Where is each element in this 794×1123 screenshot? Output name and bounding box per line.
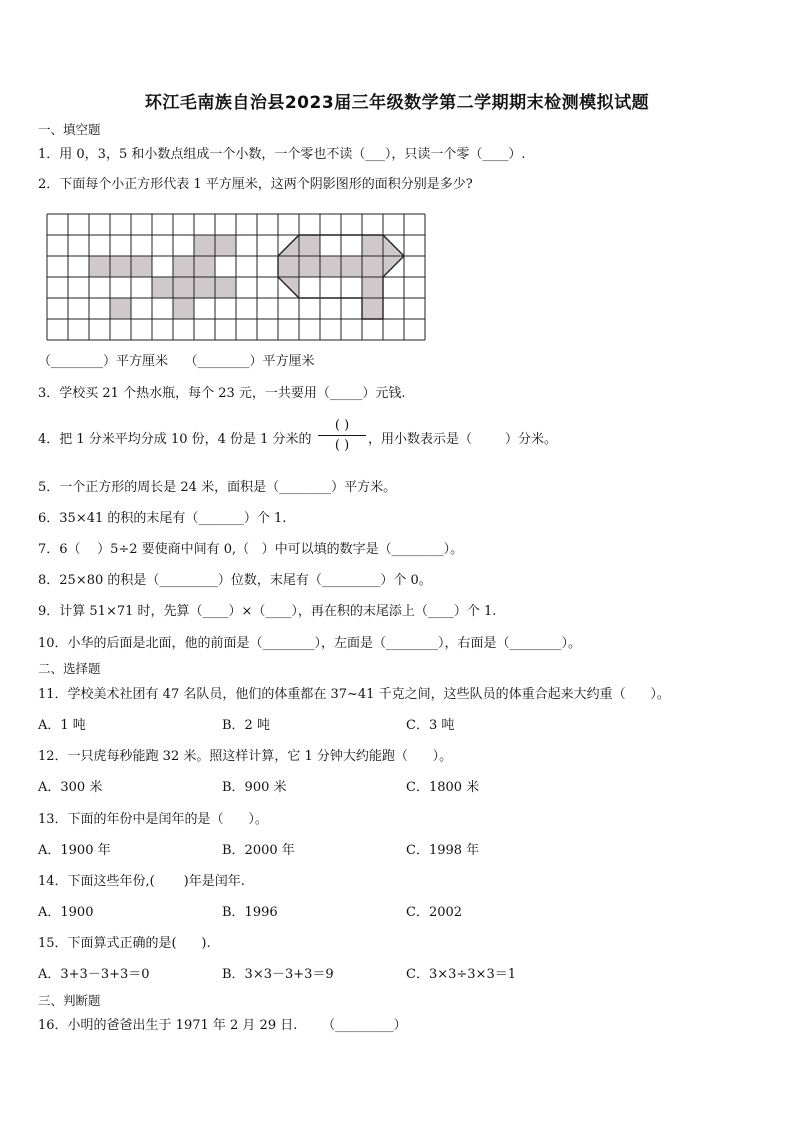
shape-1-shaded-cell (194, 235, 215, 256)
q15-option-c[interactable]: C．3×3÷3×3＝1 (406, 967, 516, 982)
section-heading-choice: 二、选择题 (38, 661, 101, 676)
question-4-start: 4．把 1 分米平均分成 10 份，4 份是 1 分米的 (38, 432, 312, 447)
shape-1-shaded-cell (173, 256, 194, 277)
question-12: 12．一只虎每秒能跑 32 米。照这样计算，它 1 分钟大约能跑（ ）。 (38, 749, 453, 764)
shape-1-shaded-cell (110, 256, 131, 277)
shape-1-shaded-cell (194, 277, 215, 298)
q11-option-a[interactable]: A．1 吨 (38, 718, 86, 733)
q12-option-a[interactable]: A．300 米 (38, 780, 103, 795)
q12-option-c[interactable]: C．1800 米 (406, 780, 480, 795)
question-8: 8．25×80 的积是（_________）位数，末尾有（_________）个 0。 (38, 573, 432, 588)
shape-1-shaded-cell (215, 235, 236, 256)
q13-option-a[interactable]: A．1900 年 (38, 843, 111, 858)
section-heading-fill-in: 一、填空题 (38, 122, 101, 137)
question-6: 6．35×41 的积的末尾有（_______）个 1. (38, 511, 287, 526)
question-5: 5．一个正方形的周长是 24 米，面积是（________）平方米。 (38, 480, 397, 495)
question-15: 15．下面算式正确的是( ). (38, 936, 211, 951)
shape-2-shaded-cell (362, 277, 383, 298)
shape-2-shaded-cell (341, 256, 362, 277)
question-16: 16．小明的爸爸出生于 1971 年 2 月 29 日. （_________） (38, 1018, 407, 1033)
shape-2-shaded-cell (362, 235, 383, 256)
question-10: 10．小华的后面是北面，他的前面是（________），左面是（________），右面是（________）。 (38, 636, 582, 651)
shape-1-shaded-cell (152, 277, 173, 298)
shape-2-shaded-cell (362, 256, 383, 277)
shape-1-shaded-cell (173, 298, 194, 319)
q15-option-b[interactable]: B．3×3－3+3＝9 (222, 967, 334, 982)
q11-option-b[interactable]: B．2 吨 (222, 718, 270, 733)
fraction-bar (318, 435, 366, 436)
question-7: 7．6（ ）5÷2 要使商中间有 0,（ ）中可以填的数字是（________）。 (38, 542, 464, 557)
shape-1-shaded-cell (110, 298, 131, 319)
shape-1-shaded-cell (194, 256, 215, 277)
q13-option-b[interactable]: B．2000 年 (222, 843, 295, 858)
area-grid-figure (46, 213, 428, 341)
question-4-fraction-blank (318, 417, 366, 454)
question-13: 13．下面的年份中是闰年的是（ ）。 (38, 812, 268, 827)
q15-option-a[interactable]: A．3+3－3+3＝0 (38, 967, 150, 982)
fraction-numerator: ( ) (334, 418, 350, 433)
q11-option-c[interactable]: C．3 吨 (406, 718, 455, 733)
question-1: 1．用 0，3，5 和小数点组成一个小数，一个零也不读（___），只读一个零（____）. (38, 147, 526, 162)
shape-1-shaded-cell (215, 277, 236, 298)
q14-option-a[interactable]: A．1900 (38, 905, 94, 920)
q13-option-c[interactable]: C．1998 年 (406, 843, 480, 858)
question-4-end: ，用小数表示是（ ）分米。 (368, 432, 558, 447)
shape-2-shaded-wedge (278, 256, 299, 277)
section-heading-judge: 三、判断题 (38, 993, 101, 1008)
question-9: 9．计算 51×71 时，先算（____）×（____），再在积的末尾添上（____）个 1. (38, 604, 497, 619)
question-11: 11．学校美术社团有 47 名队员，他们的体重都在 37~41 千克之间，这些队员的体重合起来大约重（ ）。 (38, 687, 670, 702)
shape-2-shaded-cell (320, 256, 341, 277)
q14-option-b[interactable]: B．1996 (222, 905, 278, 920)
question-2-answer-blanks: （________）平方厘米 （________）平方厘米 (38, 354, 315, 369)
page-title: 环江毛南族自治县2023届三年级数学第二学期期末检测模拟试题 (144, 93, 650, 113)
fraction-denominator: ( ) (334, 438, 350, 453)
shape-2-shaded-cell (299, 235, 320, 256)
q14-option-c[interactable]: C．2002 (406, 905, 463, 920)
q12-option-b[interactable]: B．900 米 (222, 780, 287, 795)
shape-2-shaded-cell (362, 298, 383, 319)
question-14: 14．下面这些年份,( )年是闰年. (38, 874, 245, 889)
shape-1-shaded-cell (131, 256, 152, 277)
shape-1-shaded-cell (173, 277, 194, 298)
shape-1-shaded-cell (89, 256, 110, 277)
question-3: 3．学校买 21 个热水瓶，每个 23 元，一共要用（_____）元钱. (38, 386, 406, 401)
question-2: 2．下面每个小正方形代表 1 平方厘米，这两个阴影图形的面积分别是多少? (38, 177, 473, 192)
shape-2-shaded-cell (299, 256, 320, 277)
